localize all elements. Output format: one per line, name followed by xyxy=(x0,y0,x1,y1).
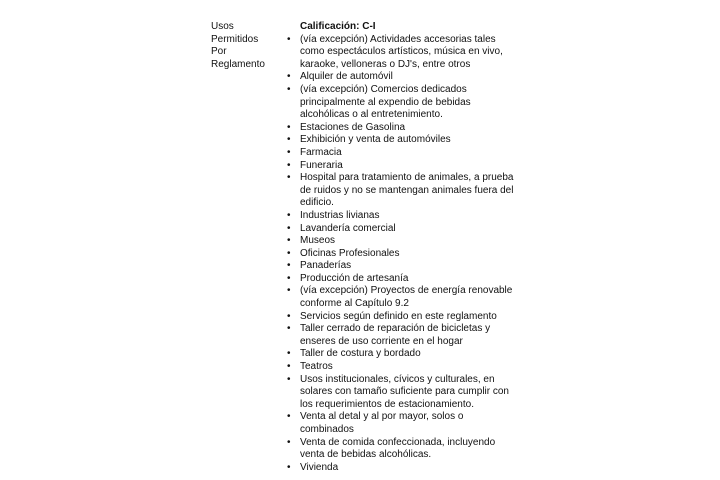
list-item: • Museos xyxy=(286,235,516,248)
row-label-line: Reglamento xyxy=(211,58,265,70)
list-item: • Funeraria xyxy=(286,160,516,173)
list-item: • Exhibición y venta de automóviles xyxy=(286,134,516,147)
classification-heading: Calificación: C-I xyxy=(300,21,376,32)
list-item: • (vía excepción) Comercios dedicados principalmente al expendio de bebidas alcohólicas o al entretenimiento. xyxy=(286,84,516,122)
permitted-uses-list xyxy=(286,34,516,475)
row-label-line: Permitidos xyxy=(211,33,259,45)
list-item: • Vivienda xyxy=(286,462,516,475)
list-item: • Taller cerrado de reparación de bicicletas y enseres de uso corriente en el hogar xyxy=(286,323,516,348)
list-item: • Taller de costura y bordado xyxy=(286,348,516,361)
uses-content xyxy=(286,21,516,474)
list-item: • Panaderías xyxy=(286,260,516,273)
row-label xyxy=(211,21,283,71)
row-label-line: Usos xyxy=(211,21,234,32)
list-item: • Alquiler de automóvil xyxy=(286,71,516,84)
list-item: • Lavandería comercial xyxy=(286,223,516,236)
row-label-line: Por xyxy=(211,46,227,58)
list-item: • Oficinas Profesionales xyxy=(286,248,516,261)
list-item: • Venta de comida confeccionada, incluyendo venta de bebidas alcohólicas. xyxy=(286,437,516,462)
list-item: • Farmacia xyxy=(286,147,516,160)
list-item: • Venta al detal y al por mayor, solos o combinados xyxy=(286,411,516,436)
list-item: • Estaciones de Gasolina xyxy=(286,122,516,135)
list-item: • Hospital para tratamiento de animales, a prueba de ruidos y no se mantengan animales fuera del edificio. xyxy=(286,172,516,210)
list-item: • (vía excepción) Actividades accesorias tales como espectáculos artísticos, música en vivo, karaoke, velloneras o DJ's, entre otros xyxy=(286,34,516,72)
list-item: • Usos institucionales, cívicos y culturales, en solares con tamaño suficiente para cumplir con los requerimientos de estacionamiento. xyxy=(286,374,516,412)
list-item: • Industrias livianas xyxy=(286,210,516,223)
list-item: • Producción de artesanía xyxy=(286,273,516,286)
list-item: • Servicios según definido en este reglamento xyxy=(286,311,516,324)
list-item: • (vía excepción) Proyectos de energía renovable conforme al Capítulo 9.2 xyxy=(286,285,516,310)
list-item: • Teatros xyxy=(286,361,516,374)
